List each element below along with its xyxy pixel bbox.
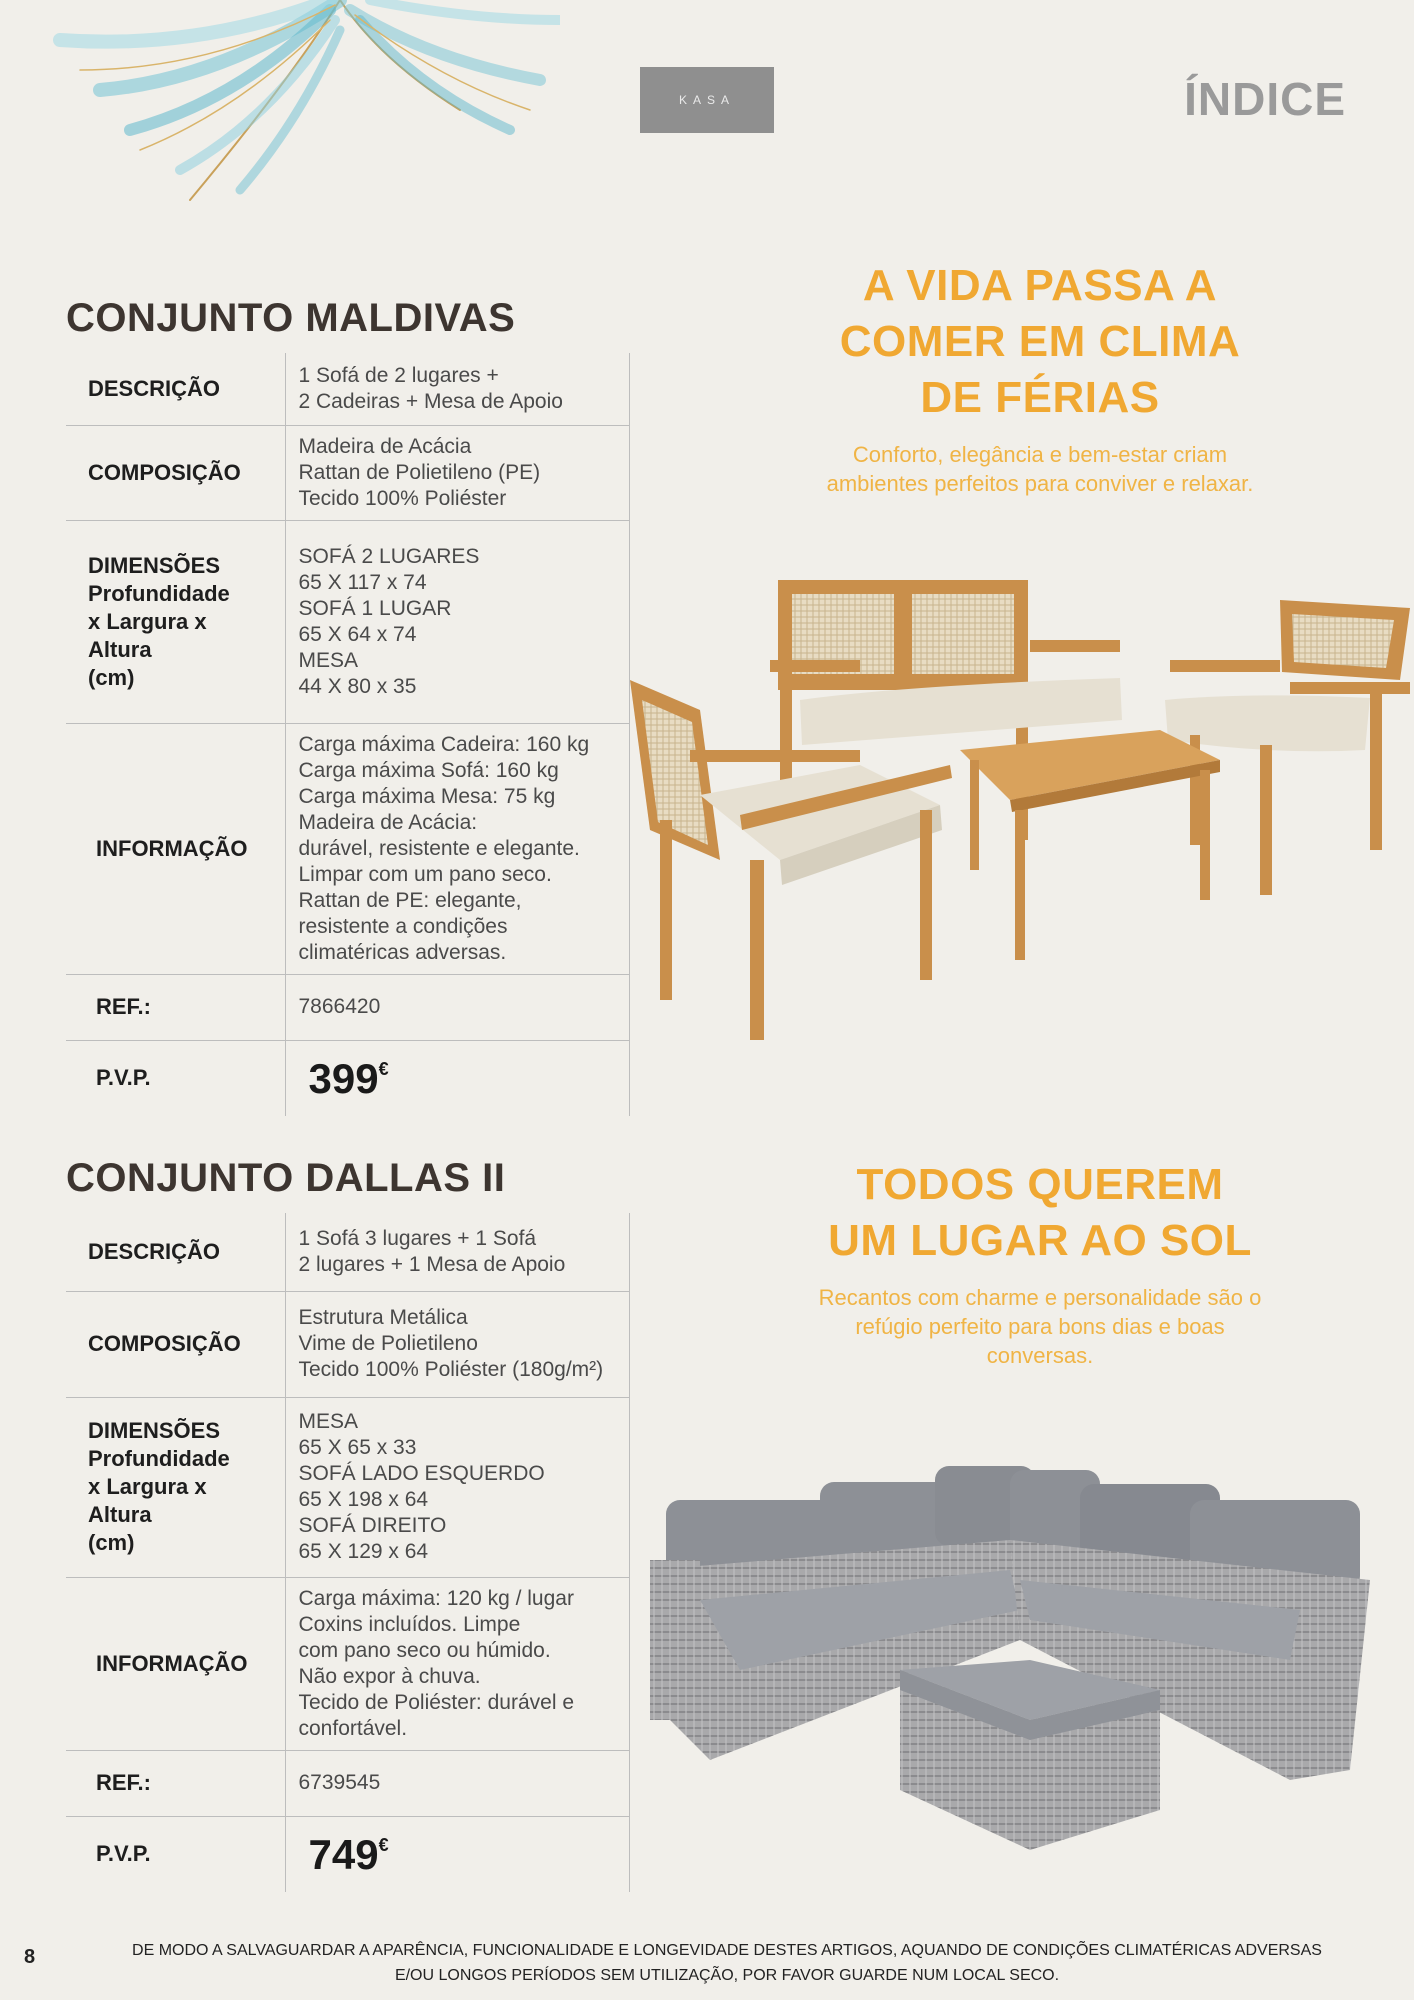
footer-line: DE MODO A SALVAGUARDAR A APARÊNCIA, FUNCIONALIDADE E LONGEVIDADE DESTES ARTIGOS, AQUANDO DE CONDIÇÕES CLIMATÉRICAS ADVERSAS [132, 1942, 1322, 1959]
spec-row-descricao [66, 353, 630, 425]
spec-label: INFORMAÇÃO [66, 1577, 285, 1750]
line: confortável. [298, 1716, 408, 1740]
price-value: 399 [308, 1055, 379, 1103]
line: Rattan de PE: elegante, [298, 888, 522, 912]
spec-label: COMPOSIÇÃO [66, 1291, 285, 1397]
label-sub: Altura [88, 1502, 152, 1527]
line: Vime de Polietileno [298, 1332, 478, 1355]
line: 65 X 64 x 74 [298, 622, 417, 646]
currency: € [378, 1835, 389, 1856]
line: com pano seco ou húmido. [298, 1638, 551, 1662]
spec-value [285, 1291, 630, 1397]
text-line: refúgio perfeito para bons dias e boas [855, 1314, 1225, 1339]
promo-headline [740, 1157, 1340, 1269]
spec-label [66, 520, 285, 723]
currency: € [378, 1059, 389, 1080]
line: Estrutura Metálica [298, 1306, 468, 1329]
spec-row-ref [66, 974, 630, 1040]
price-cell [285, 1040, 630, 1116]
spec-label [66, 1397, 285, 1577]
line: 65 X 198 x 64 [298, 1488, 429, 1511]
price [299, 1831, 389, 1878]
line: resistente a condições [298, 914, 508, 938]
footer-line: E/OU LONGOS PERÍODOS SEM UTILIZAÇÃO, POR FAVOR GUARDE NUM LOCAL SECO. [394, 1967, 1060, 1984]
line: Madeira de Acácia: [298, 810, 478, 834]
spec-value [285, 723, 630, 974]
text-line: Conforto, elegância e bem-estar criam [852, 442, 1228, 467]
text-line: Recantos com charme e personalidade são o [818, 1285, 1262, 1310]
line: SOFÁ LADO ESQUERDO [298, 1462, 545, 1485]
line: 65 X 129 x 64 [298, 1540, 429, 1563]
promo-block-1 [740, 258, 1340, 498]
label-sub: Profundidade [88, 580, 230, 606]
text-line: ambientes perfeitos para conviver e relaxar. [826, 471, 1254, 496]
line: 1 Sofá de 2 lugares + [298, 363, 499, 387]
page-number: 8 [24, 1946, 36, 1968]
line: Tecido de Poliéster: durável e [298, 1690, 574, 1714]
spec-label: REF.: [66, 1750, 285, 1816]
product-maldivas [66, 296, 630, 1116]
footer-disclaimer [0, 1938, 1414, 1988]
line: Carga máxima Sofá: 160 kg [298, 758, 559, 782]
price-cell [285, 1816, 630, 1892]
line: 1 Sofá 3 lugares + 1 Sofá [298, 1226, 537, 1250]
line: 65 X 65 x 33 [298, 1436, 417, 1459]
spec-value [285, 1577, 630, 1750]
spec-table [66, 353, 630, 1116]
label-sub: (cm) [88, 664, 135, 690]
spec-row-composicao [66, 425, 630, 520]
price [299, 1055, 389, 1102]
headline-line: UM LUGAR AO SOL [828, 1216, 1252, 1265]
line: Carga máxima Mesa: 75 kg [298, 784, 556, 808]
line: SOFÁ DIREITO [298, 1514, 447, 1537]
line: Rattan de Polietileno (PE) [298, 460, 541, 484]
spec-label: P.V.P. [66, 1816, 285, 1892]
promo-headline [740, 258, 1340, 426]
label-sub: Altura [88, 636, 152, 662]
spec-label: COMPOSIÇÃO [66, 425, 285, 520]
label-sub: Profundidade [88, 1446, 230, 1471]
spec-value [285, 1397, 630, 1577]
spec-row-dimensoes [66, 520, 630, 723]
product-title: CONJUNTO MALDIVAS [66, 296, 516, 340]
promo-block-2 [740, 1157, 1340, 1370]
headline-line: COMER EM CLIMA [839, 317, 1241, 366]
label-sub: x Largura x [88, 608, 207, 634]
spec-label: INFORMAÇÃO [66, 723, 285, 974]
spec-value [285, 425, 630, 520]
product-title: CONJUNTO DALLAS II [66, 1156, 506, 1200]
price-value: 749 [308, 1831, 379, 1879]
line: Tecido 100% Poliéster (180g/m²) [298, 1358, 604, 1381]
spec-row-composicao [66, 1291, 630, 1397]
line: SOFÁ 1 LUGAR [298, 596, 452, 620]
spec-row-pvp [66, 1040, 630, 1116]
line: SOFÁ 2 LUGARES [298, 544, 480, 568]
spec-row-informacao [66, 723, 630, 974]
spec-label: REF.: [66, 974, 285, 1040]
dallas-set-image [650, 1460, 1380, 1850]
line: 2 lugares + 1 Mesa de Apoio [298, 1252, 566, 1276]
line: durável, resistente e elegante. [298, 836, 580, 860]
line: Carga máxima Cadeira: 160 kg [298, 732, 590, 756]
product-dallas [66, 1156, 630, 1892]
label-main: DIMENSÕES [88, 1418, 221, 1443]
line: Não expor à chuva. [298, 1664, 481, 1688]
line: MESA [298, 1410, 359, 1433]
line: Carga máxima: 120 kg / lugar [298, 1586, 574, 1610]
line: Limpar com um pano seco. [298, 862, 552, 886]
kasa-logo[interactable]: KASA [640, 67, 774, 133]
line: Tecido 100% Poliéster [298, 486, 507, 510]
spec-row-descricao [66, 1213, 630, 1291]
ref-value: 6739545 [285, 1750, 630, 1816]
maldivas-set-image [630, 560, 1410, 1040]
label-main: DIMENSÕES [88, 552, 221, 578]
spec-row-dimensoes [66, 1397, 630, 1577]
spec-table [66, 1213, 630, 1892]
spec-value [285, 353, 630, 425]
line: 65 X 117 x 74 [298, 570, 427, 594]
spec-row-ref [66, 1750, 630, 1816]
spec-label: DESCRIÇÃO [66, 1213, 285, 1291]
palm-leaf-decoration [40, 0, 560, 210]
spec-row-pvp [66, 1816, 630, 1892]
line: Coxins incluídos. Limpe [298, 1612, 521, 1636]
line: 44 X 80 x 35 [298, 674, 417, 698]
index-link[interactable]: ÍNDICE [1184, 73, 1346, 125]
spec-label: DESCRIÇÃO [66, 353, 285, 425]
line: 2 Cadeiras + Mesa de Apoio [298, 389, 563, 413]
line: Madeira de Acácia [298, 434, 472, 458]
spec-label: P.V.P. [66, 1040, 285, 1116]
spec-row-informacao [66, 1577, 630, 1750]
line: MESA [298, 648, 359, 672]
headline-line: DE FÉRIAS [920, 373, 1160, 422]
ref-value: 7866420 [285, 974, 630, 1040]
promo-text [740, 1283, 1340, 1370]
spec-value [285, 1213, 630, 1291]
text-line: conversas. [986, 1343, 1094, 1368]
label-sub: (cm) [88, 1530, 135, 1555]
label-sub: x Largura x [88, 1474, 207, 1499]
headline-line: TODOS QUEREM [856, 1160, 1224, 1209]
promo-text [740, 440, 1340, 498]
headline-line: A VIDA PASSA A [862, 261, 1218, 310]
spec-value [285, 520, 630, 723]
line: climatéricas adversas. [298, 940, 507, 964]
